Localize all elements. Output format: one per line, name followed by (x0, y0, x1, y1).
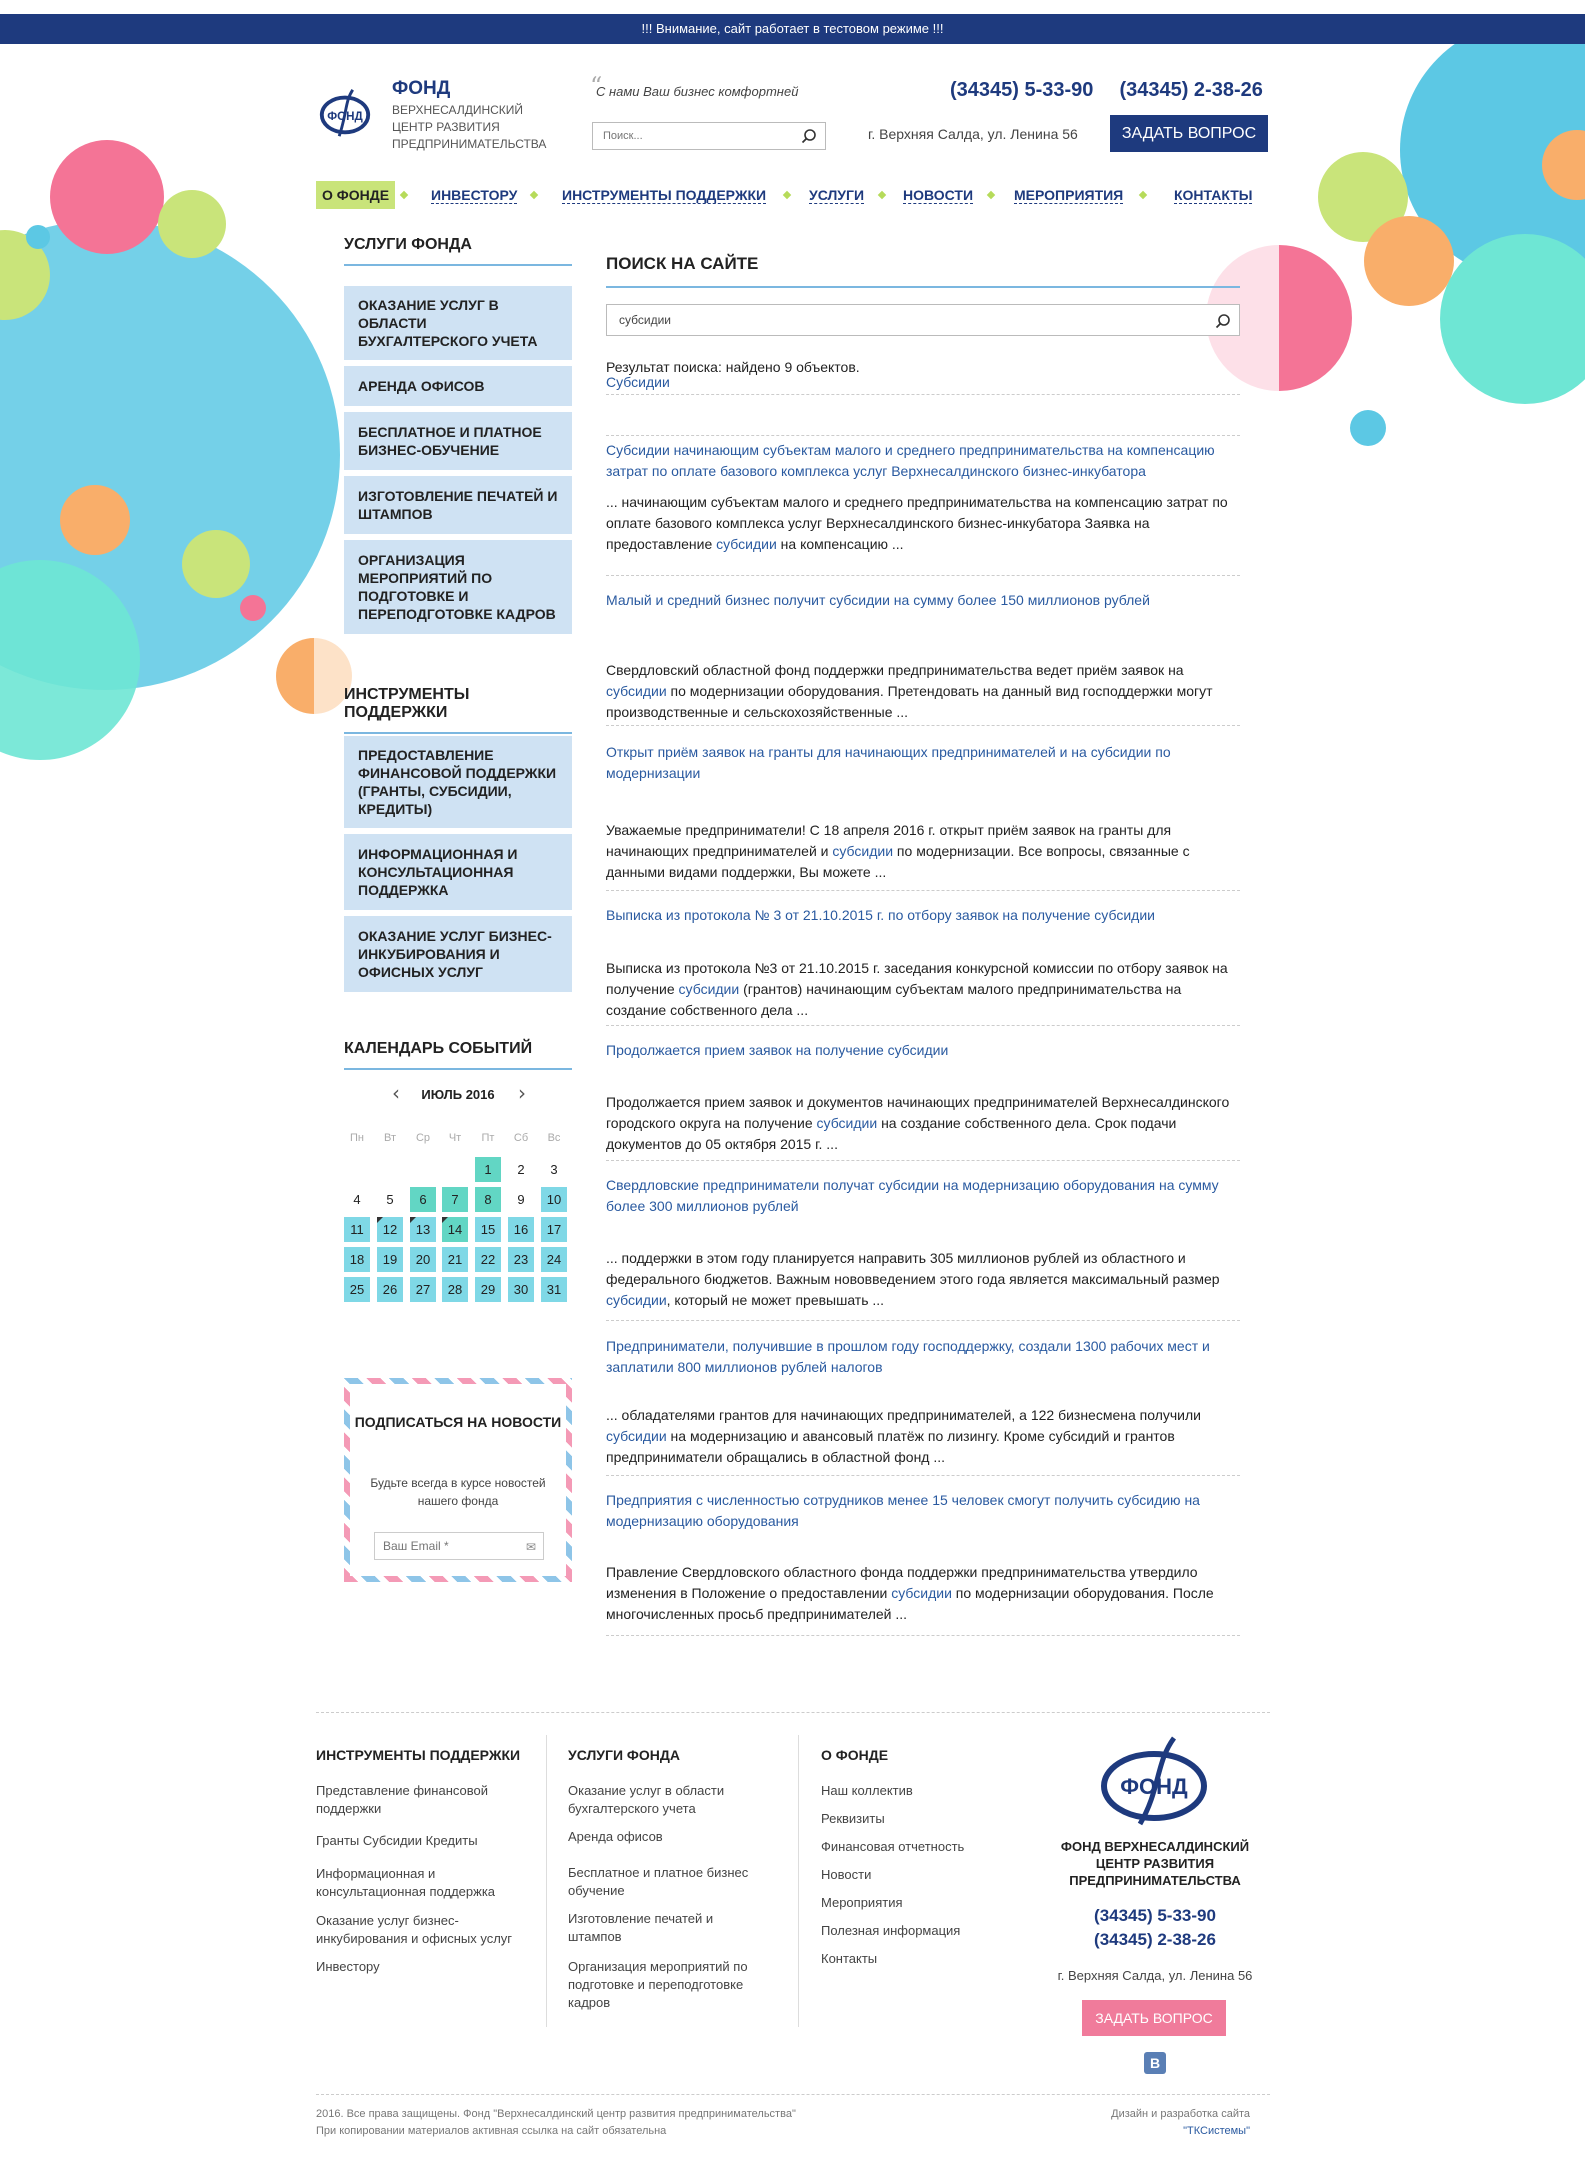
footer-link[interactable]: Изготовление печатей и штампов (568, 1911, 714, 1944)
calendar-day[interactable]: 7 (442, 1187, 468, 1212)
calendar-day: 9 (517, 1192, 525, 1207)
nav-separator (783, 191, 791, 199)
divider (606, 1635, 1240, 1636)
nav-tools[interactable] (562, 181, 766, 209)
ask-question-button[interactable]: ЗАДАТЬ ВОПРОС (1110, 115, 1268, 152)
calendar-day[interactable]: 20 (410, 1247, 436, 1272)
calendar-weekday: Пт (481, 1132, 495, 1144)
calendar-day[interactable]: 27 (410, 1277, 436, 1302)
search-icon[interactable] (1215, 313, 1231, 329)
footer-link[interactable]: Инвестору (316, 1959, 380, 1974)
nav-contacts[interactable] (1174, 181, 1252, 209)
sidebar-item-training[interactable]: БЕСПЛАТНОЕ И ПЛАТНОЕ БИЗНЕС-ОБУЧЕНИЕ (344, 412, 572, 470)
divider (606, 394, 1240, 395)
page-title: ПОИСК НА САЙТЕ (606, 254, 1240, 288)
svg-text:ФОНД: ФОНД (1120, 1774, 1188, 1799)
query-highlight: субсидии (816, 1115, 878, 1131)
query-highlight: субсидии (606, 1428, 667, 1444)
copyright-line-1: 2016. Все права защищены. Фонд "Верхнесалдинский центр развития предпринимательства" (316, 2108, 796, 2120)
divider (606, 1475, 1240, 1476)
header-phone-1[interactable]: (34345) 5-33-90 (950, 79, 1094, 101)
nav-separator (530, 191, 538, 199)
nav-separator (987, 191, 995, 199)
sidebar-services-title: УСЛУГИ ФОНДА (344, 236, 572, 266)
search-result-snippet: Уважаемые предприниматели! С 18 апреля 2016 г. открыт приём заявок на гранты для начинающих предпринимателей и субсидии по модернизации. Все вопросы, связанные с данными видами поддержки, Вы можете ... (606, 822, 1190, 880)
search-result-title[interactable]: Свердловские предприниматели получат субсидии на модернизацию оборудования на сумму более 300 миллионов рублей (606, 1177, 1219, 1214)
divider (606, 725, 1240, 726)
search-result-snippet: ... обладателями грантов для начинающих предпринимателей, а 122 бизнесмена получили субсидии на модернизацию и авансовый платёж по лизингу. Кроме субсидий и грантов предприниматели обращались в областной фонд ... (606, 1407, 1201, 1465)
footer-services-title: УСЛУГИ ФОНДА (568, 1747, 680, 1763)
sidebar-item-info-support[interactable]: ИНФОРМАЦИОННАЯ И КОНСУЛЬТАЦИОННАЯ ПОДДЕРЖКА (344, 834, 572, 910)
footer-ask-question-button[interactable]: ЗАДАТЬ ВОПРОС (1082, 2000, 1226, 2036)
calendar-day[interactable]: 8 (475, 1187, 501, 1212)
search-icon[interactable] (801, 128, 817, 144)
calendar-weekday: Чт (448, 1132, 462, 1144)
query-highlight: субсидии (716, 536, 777, 552)
calendar-day[interactable]: 31 (541, 1277, 567, 1302)
search-result-title[interactable]: Предприниматели, получившие в прошлом году господдержку, создали 1300 рабочих мест и заплатили 800 миллионов рублей налогов (606, 1338, 1210, 1375)
search-result-title[interactable]: Продолжается прием заявок на получение субсидии (606, 1042, 949, 1058)
footer-link[interactable]: Финансовая отчетность (821, 1839, 965, 1854)
quote-icon: “ (590, 72, 603, 100)
sidebar-item-financial-support[interactable]: ПРЕДОСТАВЛЕНИЕ ФИНАНСОВОЙ ПОДДЕРЖКИ (ГРАНТЫ, СУБСИДИИ, КРЕДИТЫ) (344, 736, 572, 828)
footer-link[interactable]: Бесплатное и платное бизнес обучение (568, 1865, 749, 1898)
nav-events[interactable] (1014, 181, 1123, 209)
nav-contacts-label: КОНТАКТЫ (1174, 187, 1253, 203)
nav-news-label: НОВОСТИ (903, 187, 974, 203)
divider (606, 1320, 1240, 1321)
main-nav (316, 181, 1270, 209)
sidebar-item-stamps[interactable]: ИЗГОТОВЛЕНИЕ ПЕЧАТЕЙ И ШТАМПОВ (344, 476, 572, 534)
site-logo[interactable] (316, 78, 556, 168)
result-count: Результат поиска: найдено 9 объектов. (606, 359, 860, 375)
nav-separator (878, 191, 886, 199)
search-result-snippet: ... начинающим субъектам малого и среднего предпринимательства на компенсацию затрат по оплате базового комплекса услуг Верхнесалдинского бизнес-инкубатора Заявка на предоставление субсидии на компенсацию ... (606, 494, 1228, 552)
calendar-day[interactable]: 6 (410, 1187, 436, 1212)
divider (606, 890, 1240, 891)
sidebar-calendar-title: КАЛЕНДАРЬ СОБЫТИЙ (344, 1040, 572, 1070)
nav-services-label: УСЛУГИ (809, 187, 865, 203)
search-result-snippet: Выписка из протокола №3 от 21.10.2015 г. заседания конкурсной комиссии по отбору заявок на получение субсидии (грантов) начинающим субъектам малого предпринимательства на создание собственного дела ... (606, 960, 1228, 1018)
divider (606, 1025, 1240, 1026)
calendar-weekday: Вс (547, 1132, 561, 1144)
subscribe-box (344, 1378, 572, 1582)
search-result-snippet: Продолжается прием заявок и документов начинающих предпринимателей Верхнесалдинского городского округа на получение субсидии на создание собственного дела. Срок подачи документов до 05 октября 2015 г. ... (606, 1094, 1230, 1152)
calendar-day: 3 (550, 1162, 558, 1177)
calendar-day[interactable]: 1 (475, 1157, 501, 1182)
subscribe-text: Будьте всегда в курсе новостей нашего фонда (370, 1476, 546, 1508)
search-result-title[interactable]: Открыт приём заявок на гранты для начинающих предпринимателей и на субсидии по модернизации (606, 744, 1171, 781)
nav-investor[interactable] (431, 181, 517, 209)
calendar-day[interactable]: 26 (377, 1277, 403, 1302)
footer-link[interactable]: Информационная и консультационная поддержка (316, 1866, 496, 1899)
vk-icon[interactable]: B (1144, 2052, 1166, 2074)
calendar-day[interactable]: 11 (344, 1217, 370, 1242)
footer-bottom-divider (316, 2094, 1270, 2095)
calendar-day[interactable]: 24 (541, 1247, 567, 1272)
footer-column-divider (546, 1735, 547, 2027)
search-result-title[interactable]: Выписка из протокола № 3 от 21.10.2015 г. по отбору заявок на получение субсидии (606, 907, 1155, 923)
header-phones (950, 79, 1289, 102)
search-result-snippet: Свердловский областной фонд поддержки предпринимательства ведет приём заявок на субсидии по модернизации оборудования. Претендовать на данный вид господдержки могут производственные и сельскохозяйственные ... (606, 662, 1213, 720)
calendar-prev-icon[interactable]: ‹ (392, 1081, 400, 1105)
footer-about-title: О ФОНДЕ (821, 1747, 889, 1763)
developer-line-1: Дизайн и разработка сайта (1111, 2108, 1250, 2120)
calendar-weekday: Ср (415, 1132, 431, 1144)
footer-phone-2[interactable]: (34345) 2-38-26 (1094, 1930, 1216, 1949)
calendar-day[interactable]: 15 (475, 1217, 501, 1242)
copyright (316, 2106, 796, 2140)
mail-icon: ✉ (526, 1540, 537, 1554)
footer-link[interactable]: Новости (821, 1867, 872, 1882)
svg-text:ФОНД: ФОНД (327, 109, 363, 123)
query-highlight: субсидии (891, 1585, 952, 1601)
calendar-day[interactable]: 28 (442, 1277, 468, 1302)
nav-about[interactable]: О ФОНДЕ (316, 181, 395, 209)
sidebar-item-personnel-training[interactable]: ОРГАНИЗАЦИЯ МЕРОПРИЯТИЙ ПО ПОДГОТОВКЕ И ПЕРЕПОДГОТОВКЕ КАДРОВ (344, 540, 572, 634)
calendar-day[interactable]: 14 (442, 1217, 468, 1242)
logo-subtitle: ВЕРХНЕСАЛДИНСКИЙ ЦЕНТР РАЗВИТИЯ ПРЕДПРИНИМАТЕЛЬСТВА (392, 103, 547, 151)
nav-events-label: МЕРОПРИЯТИЯ (1014, 187, 1124, 203)
nav-separator (1139, 191, 1147, 199)
header-address: г. Верхняя Салда, ул. Ленина 56 (868, 126, 1078, 142)
calendar-weekday: Вт (383, 1132, 396, 1144)
calendar-day[interactable]: 23 (508, 1247, 534, 1272)
header-search-input[interactable] (593, 123, 783, 149)
calendar-day[interactable]: 29 (475, 1277, 501, 1302)
subscribe-inner (350, 1384, 566, 1576)
test-mode-banner: !!! Внимание, сайт работает в тестовом режиме !!! (0, 14, 1585, 44)
footer-phone-1[interactable]: (34345) 5-33-90 (1094, 1906, 1216, 1925)
footer-link[interactable]: Реквизиты (821, 1811, 885, 1826)
calendar-day[interactable]: 25 (344, 1277, 370, 1302)
calendar-day[interactable]: 30 (508, 1277, 534, 1302)
search-result-title[interactable]: Субсидии (606, 374, 670, 390)
search-result-snippet: Правление Свердловского областного фонда поддержки предпринимательства утвердило изменения в Положение о предоставлении субсидии по модернизации оборудования. После многочисленных просьб предпринимателей ... (606, 1564, 1214, 1622)
sidebar-item-office-rent[interactable]: АРЕНДА ОФИСОВ (344, 366, 572, 406)
developer-credit (1050, 2106, 1250, 2140)
developer-link[interactable]: "ТКСистемы" (1183, 2125, 1250, 2137)
footer-link[interactable]: Оказание услуг в области бухгалтерского учета (568, 1783, 725, 1816)
calendar-day[interactable]: 12 (377, 1217, 403, 1242)
divider (606, 1160, 1240, 1161)
calendar-day[interactable]: 10 (541, 1187, 567, 1212)
main-search[interactable] (606, 304, 1240, 336)
footer-link[interactable]: Контакты (821, 1951, 878, 1966)
query-highlight: субсидии (832, 843, 894, 859)
sidebar-tools-title: ИНСТРУМЕНТЫ ПОДДЕРЖКИ (344, 686, 572, 734)
query-highlight: субсидии (606, 1292, 667, 1308)
sidebar-item-incubation[interactable]: ОКАЗАНИЕ УСЛУГ БИЗНЕС-ИНКУБИРОВАНИЯ И ОФИСНЫХ УСЛУГ (344, 916, 572, 992)
footer-logo-icon (1096, 1734, 1212, 1826)
calendar-next-icon[interactable]: › (518, 1081, 526, 1105)
nav-separator (400, 191, 408, 199)
footer-link[interactable]: Гранты Субсидии Кредиты (316, 1833, 478, 1848)
calendar-day[interactable]: 13 (410, 1217, 436, 1242)
footer-address: г. Верхняя Салда, ул. Ленина 56 (1057, 1968, 1253, 1983)
footer-link[interactable]: Представление финансовой поддержки (316, 1783, 489, 1816)
search-result-title[interactable]: Малый и средний бизнес получит субсидии на сумму более 150 миллионов рублей (606, 592, 1150, 608)
main-search-value[interactable]: субсидии (619, 313, 671, 327)
footer-link[interactable]: Организация мероприятий по подготовке и переподготовке кадров (568, 1959, 748, 2010)
header-search (592, 122, 826, 150)
calendar-day: 2 (517, 1162, 525, 1177)
header-phone-2[interactable]: (34345) 2-38-26 (1119, 79, 1263, 101)
nav-tools-label: ИНСТРУМЕНТЫ ПОДДЕРЖКИ (562, 187, 767, 203)
calendar-day: 5 (386, 1192, 394, 1207)
calendar-day[interactable]: 19 (377, 1247, 403, 1272)
calendar-weekday: Пн (350, 1132, 364, 1144)
logo-title: ФОНД (392, 78, 451, 99)
footer-link[interactable]: Аренда офисов (568, 1829, 663, 1844)
slogan: С нами Ваш бизнес комфортней (596, 84, 799, 99)
query-highlight: субсидии (606, 683, 667, 699)
nav-news[interactable] (903, 181, 973, 209)
subscribe-email-input[interactable] (374, 1532, 544, 1560)
footer-tools-title: ИНСТРУМЕНТЫ ПОДДЕРЖКИ (316, 1747, 521, 1763)
calendar-day[interactable]: 17 (541, 1217, 567, 1242)
query-highlight: субсидии (678, 981, 740, 997)
subscribe-title: ПОДПИСАТЬСЯ НА НОВОСТИ (354, 1414, 562, 1430)
footer-link[interactable]: Мероприятия (821, 1895, 903, 1910)
logo-emblem-icon (316, 84, 374, 142)
calendar-month: ИЮЛЬ 2016 (421, 1087, 495, 1102)
nav-services[interactable] (809, 181, 864, 209)
divider (606, 575, 1240, 576)
copyright-line-2: При копировании материалов активная ссылка на сайт обязательна (316, 2125, 667, 2137)
calendar-day[interactable]: 16 (508, 1217, 534, 1242)
search-result-title[interactable]: Субсидии начинающим субъектам малого и среднего предпринимательства на компенсацию затрат по оплате базового комплекса услуг Верхнесалдинского бизнес-инкубатора (606, 442, 1215, 479)
nav-investor-label: ИНВЕСТОРУ (431, 187, 518, 203)
calendar-day[interactable]: 21 (442, 1247, 468, 1272)
footer-column-divider (798, 1735, 799, 2027)
calendar-weekday: Сб (513, 1132, 529, 1144)
calendar-day[interactable]: 22 (475, 1247, 501, 1272)
divider (606, 435, 1240, 436)
footer-divider (316, 1712, 1270, 1713)
footer-link[interactable]: Полезная информация (821, 1923, 961, 1938)
footer-org-name: ФОНД ВЕРХНЕСАЛДИНСКИЙ ЦЕНТР РАЗВИТИЯ ПРЕДПРИНИМАТЕЛЬСТВА (1060, 1839, 1250, 1888)
footer-link[interactable]: Оказание услуг бизнес-инкубирования и офисных услуг (316, 1913, 513, 1946)
calendar-day[interactable]: 18 (344, 1247, 370, 1272)
calendar-day: 4 (353, 1192, 361, 1207)
search-result-snippet: ... поддержки в этом году планируется направить 305 миллионов рублей из областного и федерального бюджетов. Важным нововведением этого года является максимальный размер субсидии, который не может превышать ... (606, 1250, 1220, 1308)
search-result-title[interactable]: Предприятия с численностью сотрудников менее 15 человек смогут получить субсидию на модернизацию оборудования (606, 1492, 1200, 1529)
sidebar-item-accounting[interactable]: ОКАЗАНИЕ УСЛУГ В ОБЛАСТИ БУХГАЛТЕРСКОГО УЧЕТА (344, 286, 572, 360)
footer-link[interactable]: Наш коллектив (821, 1783, 913, 1798)
